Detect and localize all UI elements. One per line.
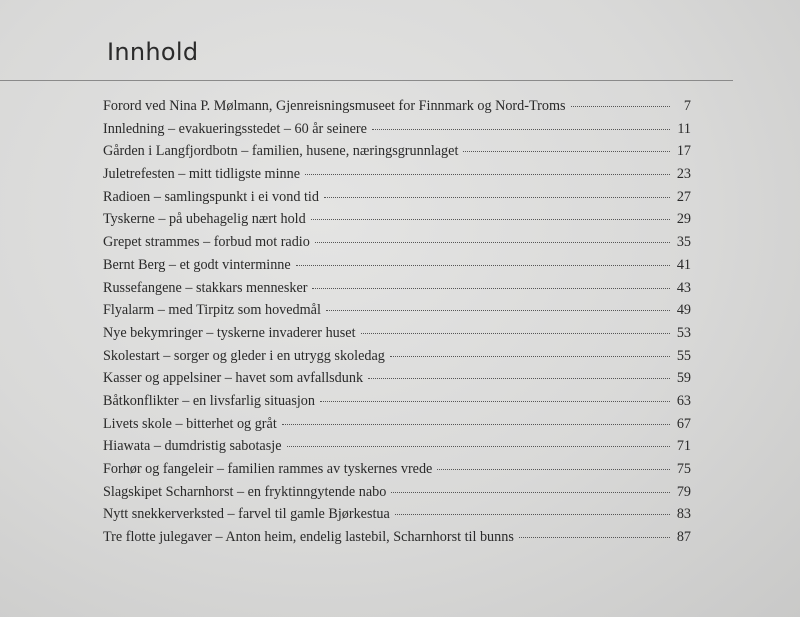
toc-entry-title: Flyalarm – med Tirpitz som hovedmål	[103, 302, 321, 319]
dot-leader	[296, 264, 670, 266]
toc-entry-title: Hiawata – dumdristig sabotasje	[103, 438, 282, 455]
toc-entry-page: 53	[676, 324, 691, 341]
toc-entry-page: 17	[676, 143, 691, 160]
toc-entry-page: 7	[683, 98, 691, 114]
dot-leader	[390, 355, 670, 357]
toc-entry-title: Forord ved Nina P. Mølmann, Gjenreisningsmuseet for Finnmark og Nord-Troms	[103, 98, 566, 114]
toc-entry	[103, 277, 691, 300]
toc-entry	[103, 208, 691, 231]
dot-leader	[287, 445, 671, 447]
toc-entry	[103, 299, 691, 322]
toc-entry-page: 49	[676, 302, 691, 319]
toc-entry-title: Kasser og appelsiner – havet som avfallsdunk	[103, 370, 364, 387]
page-title: Innhold	[107, 38, 199, 66]
dot-leader	[463, 150, 670, 152]
toc-entry	[103, 254, 691, 277]
toc-entry-title: Livets skole – bitterhet og gråt	[103, 415, 277, 432]
toc-entry-page: 83	[676, 506, 691, 523]
toc-entry-page: 23	[676, 166, 691, 183]
toc-entry	[103, 481, 691, 504]
dot-leader	[368, 377, 670, 379]
dot-leader	[305, 173, 670, 175]
dot-leader	[391, 491, 670, 493]
toc-entry-page: 27	[676, 188, 691, 205]
dot-leader	[395, 513, 670, 515]
toc-entry-title: Gården i Langfjordbotn – familien, husene, næringsgrunnlaget	[103, 143, 459, 160]
toc-entry-page: 29	[676, 211, 691, 228]
dot-leader	[311, 218, 670, 220]
dot-leader	[437, 468, 670, 470]
toc-entry-page: 79	[676, 483, 691, 500]
toc-entry	[103, 186, 691, 209]
dot-leader	[326, 309, 670, 311]
toc-entry	[103, 322, 691, 345]
dot-leader	[320, 400, 670, 402]
dot-leader	[312, 287, 670, 289]
toc-entry	[103, 458, 691, 481]
toc-entry-page: 71	[676, 438, 691, 455]
toc-entry-page: 59	[676, 370, 691, 387]
toc-entry-page: 63	[676, 392, 691, 409]
toc-entry-page: 41	[676, 256, 691, 273]
toc-entry-title: Nytt snekkerverksted – farvel til gamle Bjørkestua	[103, 506, 390, 523]
toc-entry-title: Nye bekymringer – tyskerne invaderer huset	[103, 324, 356, 341]
toc-entry	[103, 163, 691, 186]
toc-entry	[103, 118, 691, 141]
toc-entry-page: 35	[676, 234, 691, 251]
title-divider	[0, 80, 733, 81]
toc-entry	[103, 140, 691, 163]
toc-entry-title: Juletrefesten – mitt tidligste minne	[103, 166, 301, 183]
toc-entry-title: Slagskipet Scharnhorst – en fryktinngytende nabo	[103, 483, 387, 500]
toc-entry-title: Grepet strammes – forbud mot radio	[103, 234, 310, 251]
toc-entry	[103, 95, 691, 118]
toc-entry	[103, 503, 691, 526]
toc-entry-title: Tyskerne – på ubehagelig nært hold	[103, 211, 306, 228]
toc-entry-title: Skolestart – sorger og gleder i en utrygg skoledag	[103, 347, 385, 364]
table-of-contents	[103, 95, 691, 549]
dot-leader	[372, 128, 670, 130]
toc-entry	[103, 345, 691, 368]
toc-entry	[103, 435, 691, 458]
dot-leader	[571, 105, 670, 107]
dot-leader	[361, 332, 670, 334]
toc-entry-title: Bernt Berg – et godt vinterminne	[103, 256, 291, 273]
toc-entry-title: Båtkonflikter – en livsfarlig situasjon	[103, 392, 315, 409]
toc-entry-title: Forhør og fangeleir – familien rammes av tyskernes vrede	[103, 461, 433, 477]
toc-entry-page: 43	[676, 279, 691, 296]
toc-entry	[103, 526, 691, 549]
dot-leader	[324, 196, 670, 198]
toc-entry-title: Russefangene – stakkars mennesker	[103, 279, 308, 296]
toc-entry-page: 75	[676, 461, 691, 477]
dot-leader	[282, 423, 670, 425]
toc-entry	[103, 390, 691, 413]
toc-entry	[103, 367, 691, 390]
toc-entry-title: Radioen – samlingspunkt i ei vond tid	[103, 188, 319, 205]
toc-entry-page: 67	[676, 415, 691, 432]
toc-entry	[103, 231, 691, 254]
toc-entry-page: 11	[677, 120, 691, 137]
toc-entry-page: 87	[676, 529, 691, 546]
toc-entry-title: Tre flotte julegaver – Anton heim, endelig lastebil, Scharnhorst til bunns	[103, 529, 514, 546]
toc-entry	[103, 413, 691, 436]
toc-entry-title: Innledning – evakueringsstedet – 60 år seinere	[103, 120, 367, 137]
dot-leader	[315, 241, 670, 243]
dot-leader	[519, 536, 670, 538]
toc-entry-page: 55	[676, 347, 691, 364]
